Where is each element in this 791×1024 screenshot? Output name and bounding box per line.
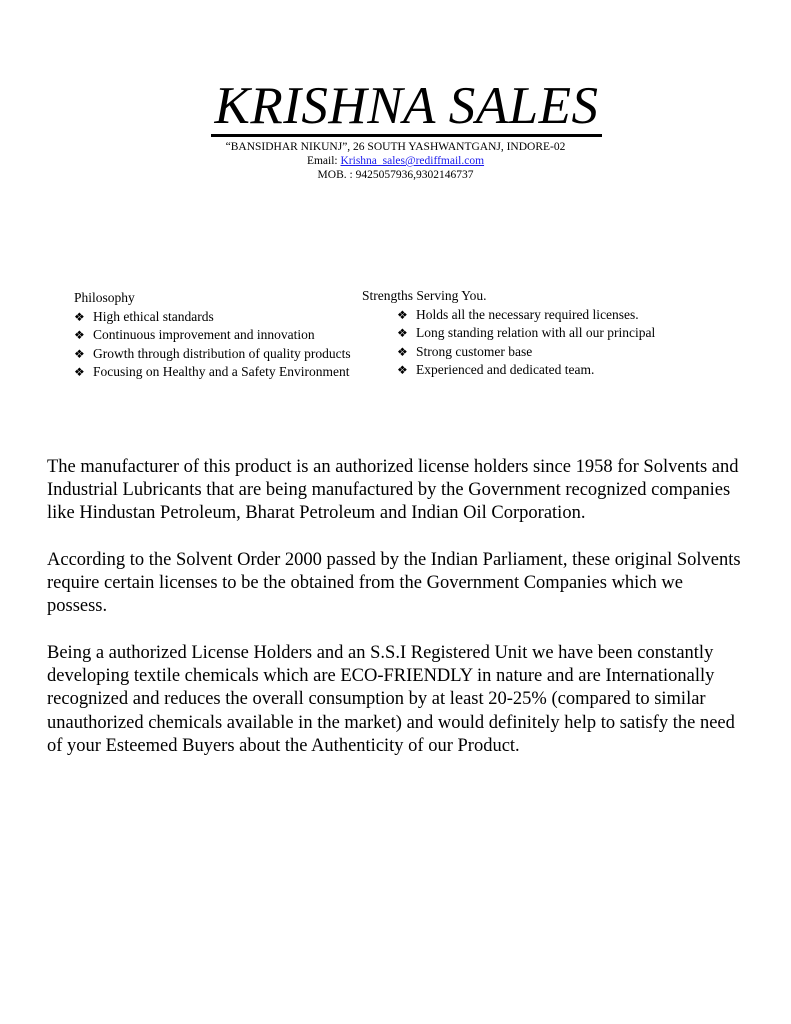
- list-item-text: Growth through distribution of quality products: [93, 345, 351, 361]
- list-item-text: Experienced and dedicated team.: [416, 362, 595, 377]
- diamond-bullet-icon: ❖: [397, 363, 408, 377]
- list-item: [74, 308, 351, 327]
- company-name: KRISHNA SALES: [211, 78, 603, 137]
- list-item-text: High ethical standards: [93, 308, 214, 324]
- list-item: [74, 345, 351, 364]
- mobile-line: MOB. : 9425057936,9302146737: [317, 169, 474, 181]
- strengths-list: [362, 306, 655, 380]
- philosophy-list: [74, 308, 351, 382]
- list-item-text: Continuous improvement and innovation: [93, 327, 315, 342]
- email-label: Email:: [306, 155, 338, 167]
- list-item: [74, 363, 351, 382]
- diamond-bullet-icon: ❖: [74, 346, 85, 361]
- contact-block: [0, 140, 791, 182]
- paragraph: The manufacturer of this product is an authorized license holders since 1958 for Solvents and Industrial Lubricants that are being manufactured by the Government recognized companies like Hindustan Petroleum, Bharat Petroleum and Indian Oil Corporation.: [47, 457, 739, 524]
- diamond-bullet-icon: ❖: [397, 344, 408, 359]
- list-item: [74, 326, 351, 345]
- list-item-text: Focusing on Healthy and a Safety Environment: [93, 364, 350, 379]
- paragraph: Being a authorized License Holders and an S.S.I Registered Unit we have been constantly developing textile chemicals which are ECO-FRIENDLY in nature and are Internationally recognized and reduces the overall consumption by at least 20-25% (compared to similar unauthorized chemicals available in the market) and would definitely help to satisfy the need of your Esteemed Buyers about the Authenticity of our Product.: [47, 643, 735, 756]
- diamond-bullet-icon: ❖: [74, 328, 85, 342]
- strengths-section: [362, 287, 655, 380]
- diamond-bullet-icon: ❖: [74, 309, 85, 324]
- diamond-bullet-icon: ❖: [397, 326, 408, 340]
- list-item: [397, 306, 655, 325]
- address-line: “BANSIDHAR NIKUNJ”, 26 SOUTH YASHWANTGANJ, INDORE-02: [225, 141, 566, 153]
- list-item-text: Strong customer base: [416, 343, 533, 359]
- list-item: [397, 324, 655, 343]
- email-line: [0, 154, 791, 168]
- list-item-text: Holds all the necessary required licenses.: [416, 306, 639, 322]
- body-text: [47, 456, 747, 781]
- diamond-bullet-icon: ❖: [74, 365, 85, 379]
- philosophy-section: [74, 289, 351, 382]
- list-item-text: Long standing relation with all our principal: [416, 325, 656, 340]
- email-link[interactable]: Krishna_sales@rediffmail.com: [340, 155, 485, 167]
- diamond-bullet-icon: ❖: [397, 307, 408, 322]
- letterhead: [0, 78, 791, 137]
- strengths-title: Strengths Serving You.: [362, 288, 487, 303]
- list-item: [397, 343, 655, 362]
- list-item: [397, 361, 655, 380]
- paragraph: According to the Solvent Order 2000 passed by the Indian Parliament, these original Solvents require certain licenses to be the obtained from the Government Companies which we possess.: [47, 550, 741, 617]
- philosophy-title: Philosophy: [74, 290, 135, 305]
